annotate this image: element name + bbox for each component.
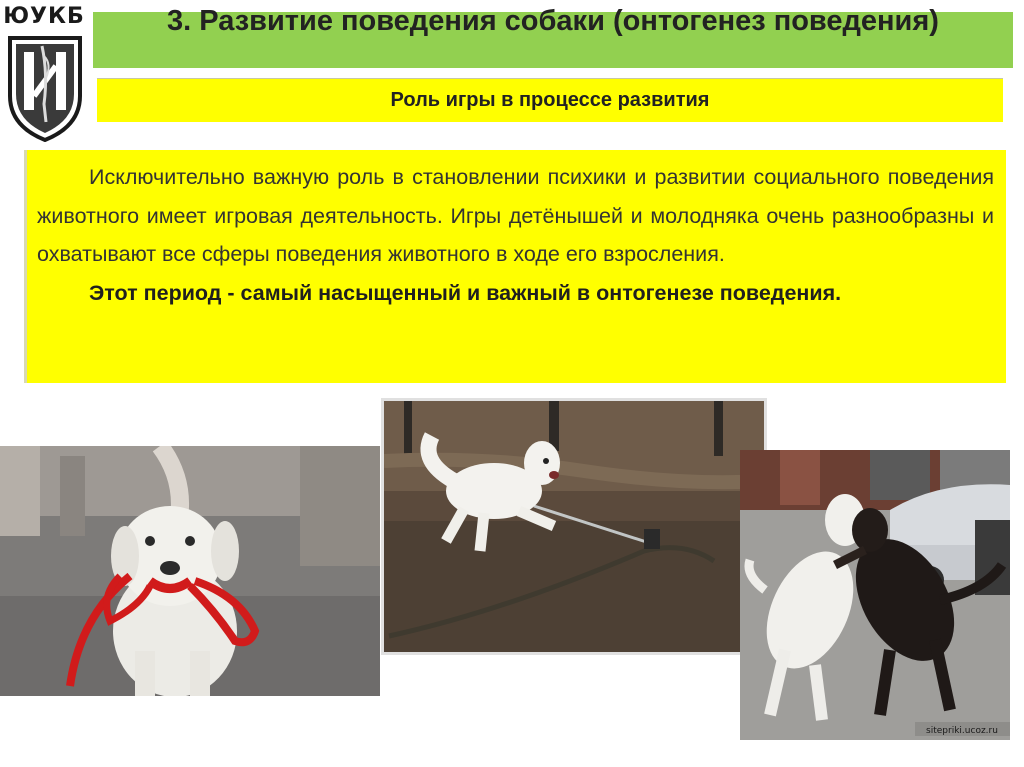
page-title: 3. Развитие поведения собаки (онтогенез поведения) [167,5,939,37]
logo-text: ЮУКБ [3,4,85,29]
photo-caption: sitepriki.ucoz.ru [926,726,998,736]
shield-emblem-icon [6,34,84,142]
section-subtitle: Роль игры в процессе развития [390,89,710,111]
paragraph-main: Исключительно важную роль в становлении психики и развитии социального поведения животного имеет игровая деятельность. Игры детёнышей и молодняка очень разнообразны и охватывают все сферы поведения животного в ходе его взросления. [37,165,994,266]
photo-dog-with-sprinkler [381,398,767,655]
text-block [24,150,1006,383]
photo-dog-with-leash [0,446,380,696]
paragraph-emphasis: Этот период - самый насыщенный и важный в онтогенезе поведения. [89,280,842,305]
subtitle-bar [97,78,1003,122]
university-logo [0,0,88,150]
photo-two-dogs-playing [740,450,1010,740]
